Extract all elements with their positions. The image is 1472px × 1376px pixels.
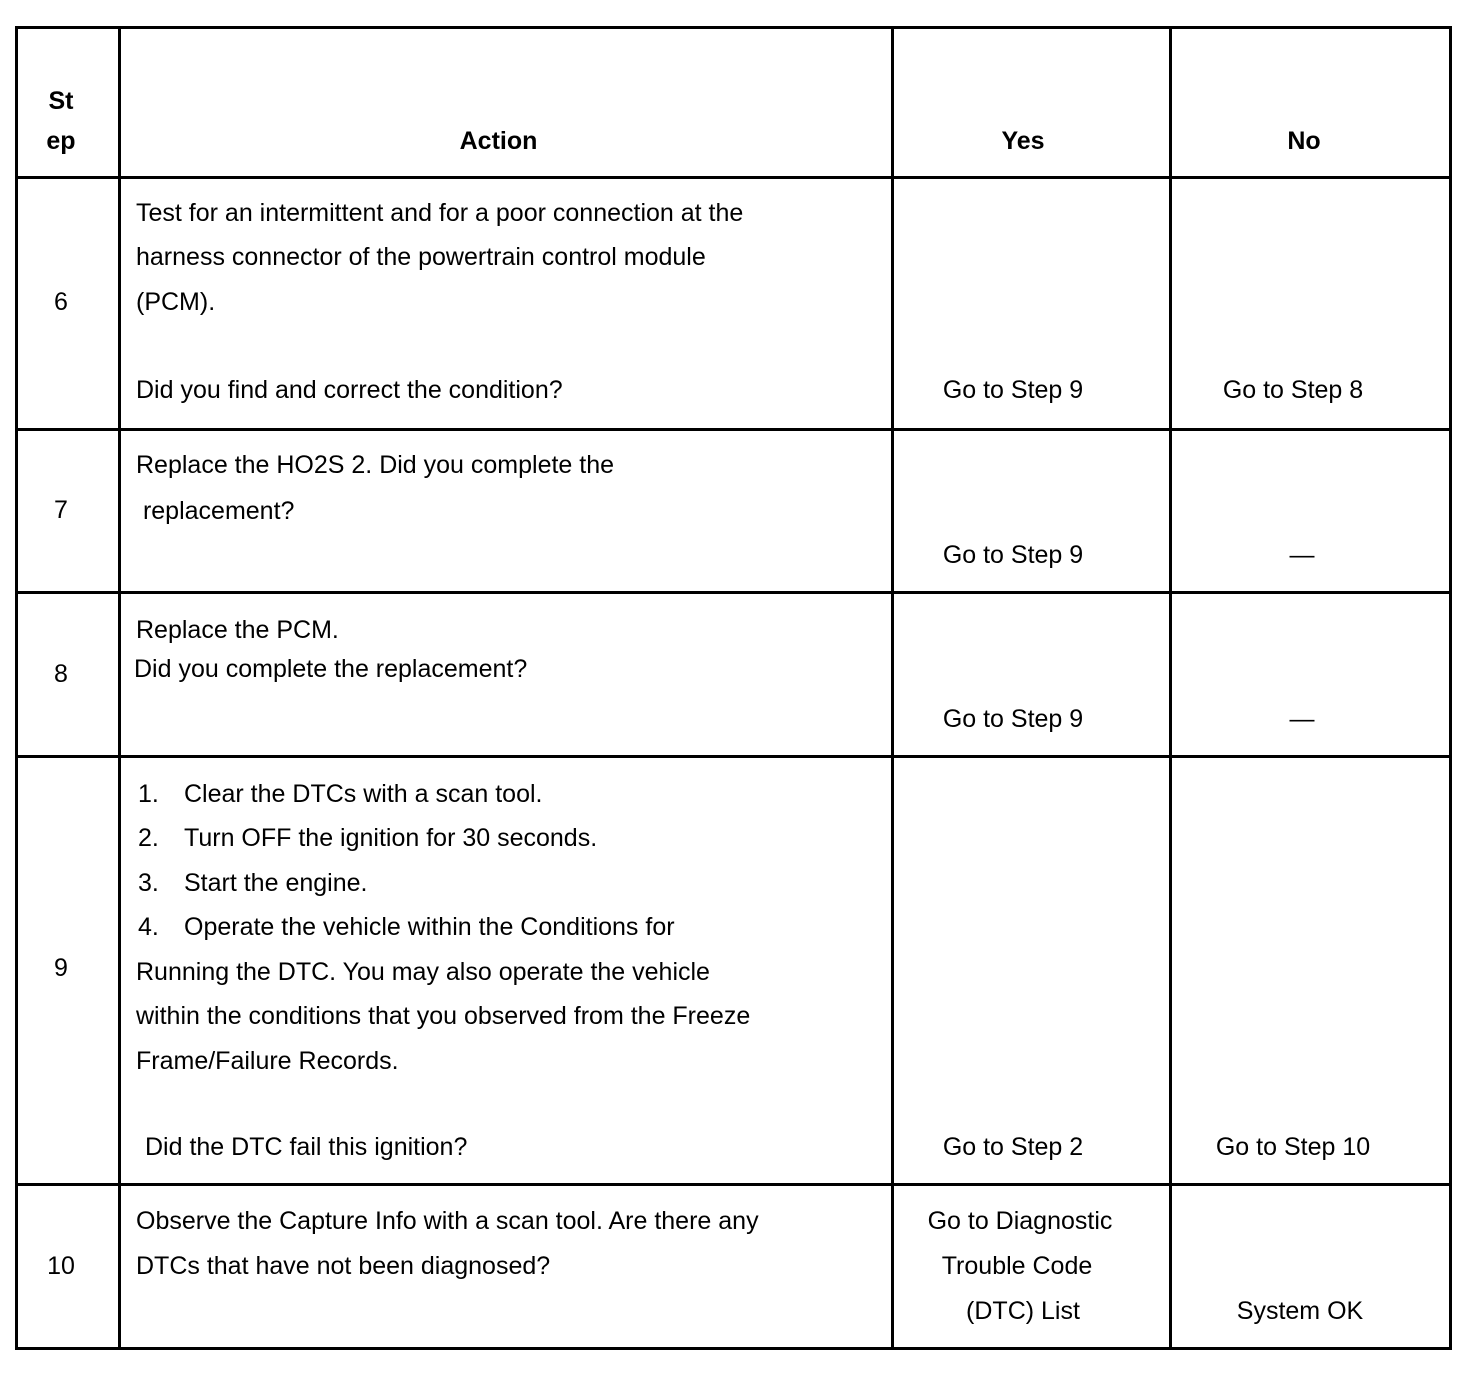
action-question: Did you find and correct the condition? — [136, 376, 563, 404]
list-item-number: 4. — [138, 913, 159, 941]
action-text: harness connector of the powertrain control module — [136, 243, 706, 271]
no-result: System OK — [1236, 1297, 1364, 1325]
step-number: 9 — [54, 954, 68, 982]
yes-result: (DTC) List — [966, 1297, 1080, 1325]
row-divider — [15, 428, 1452, 431]
action-text: Test for an intermittent and for a poor connection at the — [136, 199, 744, 227]
no-result: Go to Step 10 — [1215, 1133, 1371, 1161]
list-item-number: 1. — [138, 780, 159, 808]
yes-result: Trouble Code — [941, 1252, 1093, 1280]
header-step-line1: St — [48, 87, 74, 115]
list-item-number: 2. — [138, 824, 159, 852]
yes-result: Go to Step 9 — [942, 541, 1084, 569]
yes-result: Go to Step 9 — [942, 705, 1084, 733]
column-divider — [118, 26, 121, 1350]
action-question: Did the DTC fail this ignition? — [145, 1133, 468, 1161]
action-text: Running the DTC. You may also operate the vehicle — [136, 958, 710, 986]
action-text: replacement? — [136, 497, 295, 525]
no-result: — — [1289, 541, 1315, 569]
row-divider — [15, 176, 1452, 179]
header-yes: Yes — [1001, 127, 1045, 155]
no-result: Go to Step 8 — [1222, 376, 1364, 404]
action-text: DTCs that have not been diagnosed? — [136, 1252, 551, 1280]
header-no: No — [1287, 127, 1321, 155]
action-text: (PCM). — [136, 288, 216, 316]
action-text: Replace the PCM. — [136, 616, 339, 644]
action-text: Frame/Failure Records. — [136, 1047, 399, 1075]
header-step-line2: ep — [46, 127, 76, 155]
list-item: Start the engine. — [184, 869, 368, 897]
list-item: Turn OFF the ignition for 30 seconds. — [184, 824, 598, 852]
list-item-number: 3. — [138, 869, 159, 897]
step-number: 10 — [47, 1252, 75, 1280]
action-text: Did you complete the replacement? — [134, 655, 528, 683]
step-number: 7 — [54, 496, 68, 524]
yes-result: Go to Diagnostic — [927, 1207, 1113, 1235]
list-item: Operate the vehicle within the Conditions for — [184, 913, 675, 941]
list-item: Clear the DTCs with a scan tool. — [184, 780, 543, 808]
header-action: Action — [459, 127, 538, 155]
action-text: within the conditions that you observed from the Freeze — [136, 1002, 751, 1030]
no-result: — — [1289, 705, 1315, 733]
action-text: Observe the Capture Info with a scan tool. Are there any — [136, 1207, 759, 1235]
yes-result: Go to Step 9 — [942, 376, 1084, 404]
yes-result: Go to Step 2 — [942, 1133, 1084, 1161]
step-number: 8 — [54, 660, 68, 688]
row-divider — [15, 1183, 1452, 1186]
action-text: Replace the HO2S 2. Did you complete the — [136, 451, 615, 479]
row-divider — [15, 755, 1452, 758]
step-number: 6 — [54, 288, 68, 316]
row-divider — [15, 591, 1452, 594]
